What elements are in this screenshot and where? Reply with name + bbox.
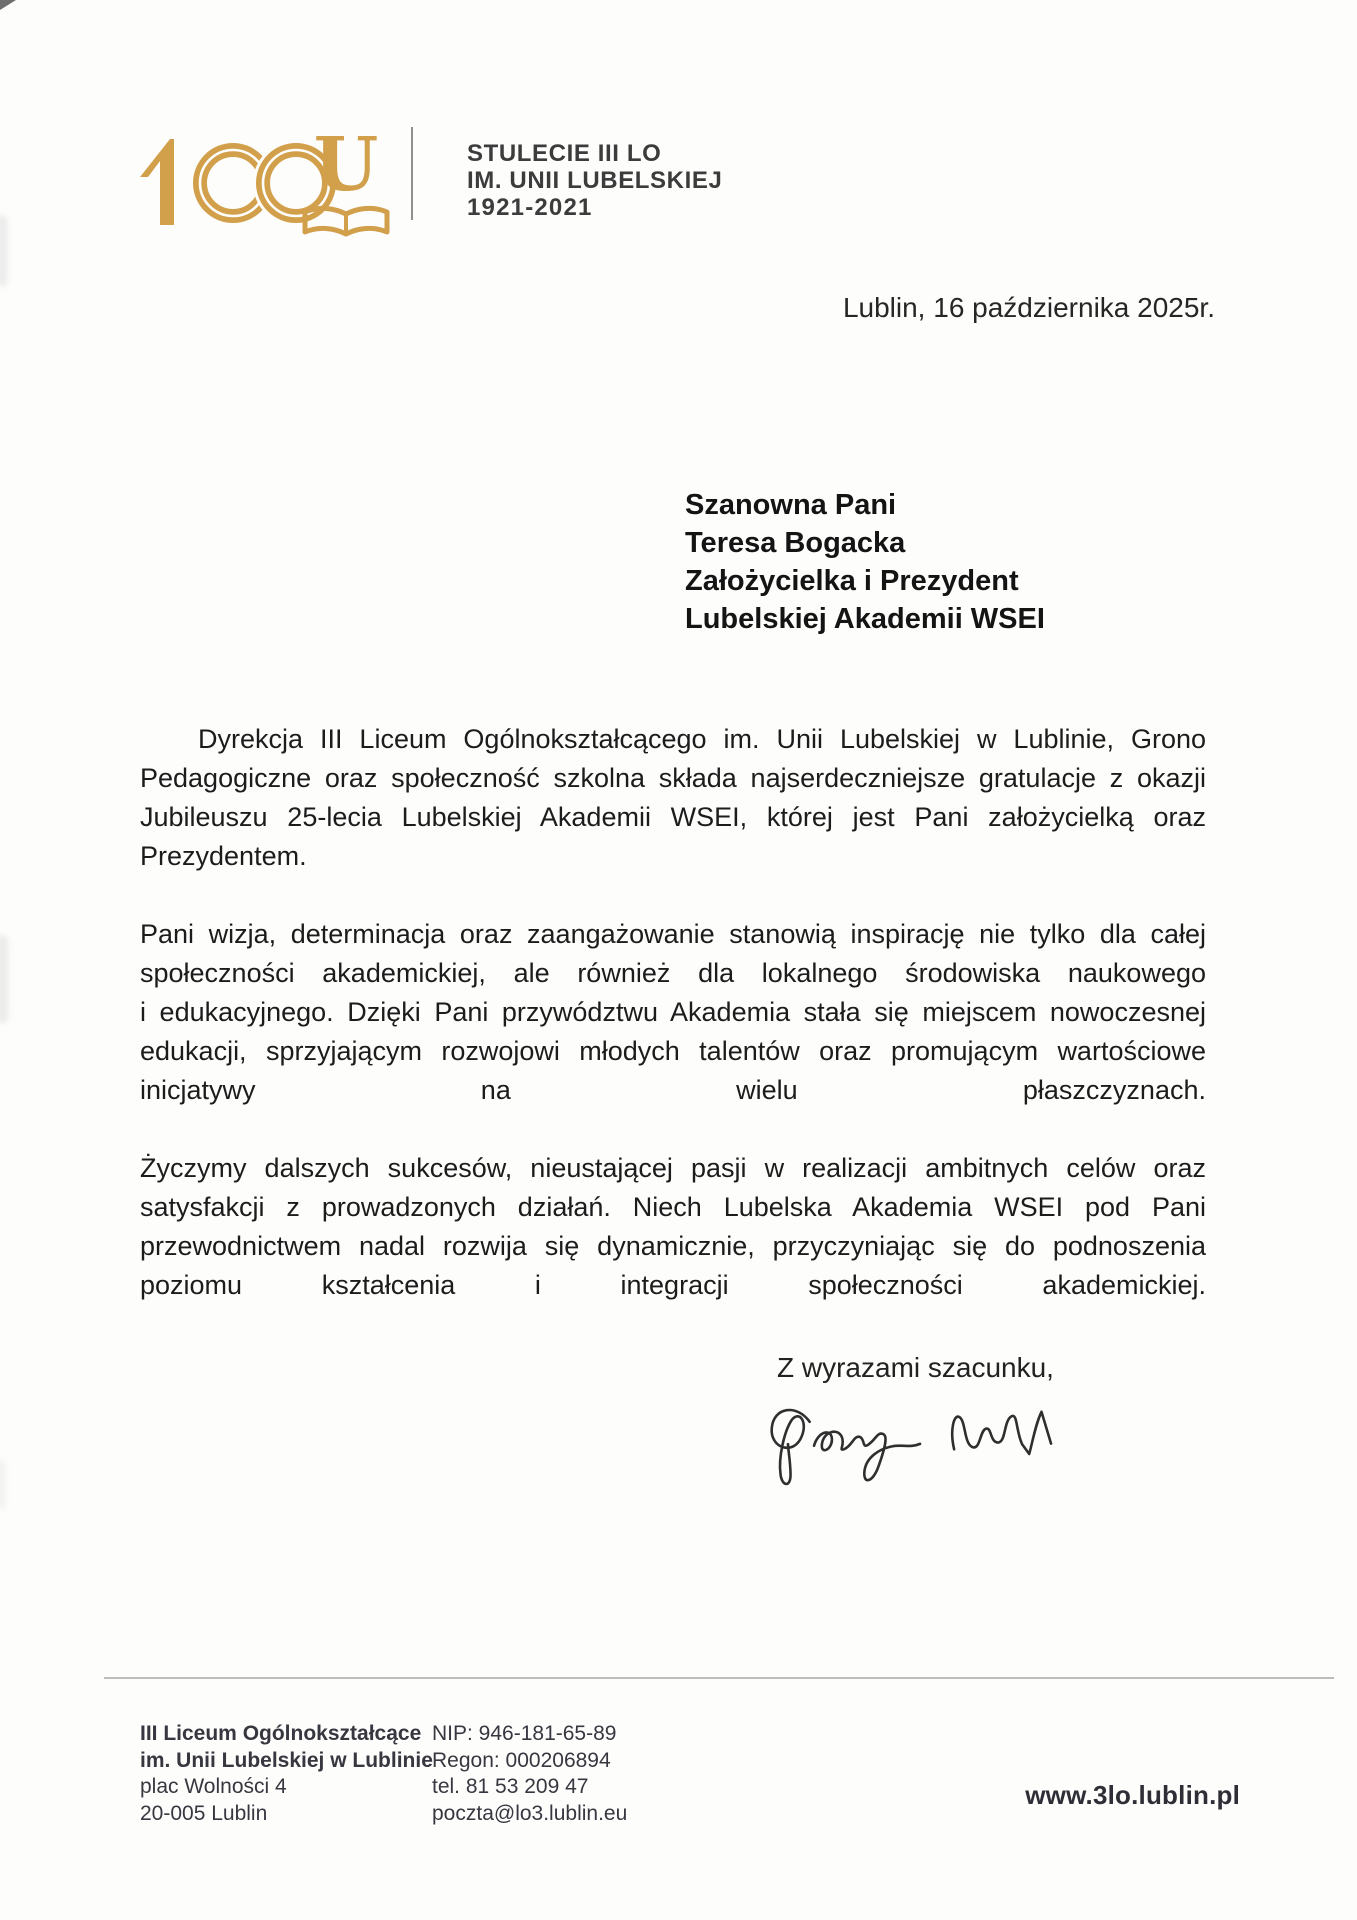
body-line: satysfakcji z prowadzonych działań. Niech Lubelska Akademia WSEI pod Pani [140, 1192, 1206, 1222]
scan-smudge [0, 935, 8, 1023]
paragraph-1 [140, 720, 1206, 876]
logo-divider [411, 127, 413, 220]
logo-letter-u: U [313, 122, 377, 208]
recipient-name: Teresa Bogacka [685, 527, 906, 559]
letterhead-line-2: IM. UNII LUBELSKIEJ [467, 167, 723, 194]
scan-corner-artifact [0, 0, 16, 10]
letterhead-line-1: STULECIE III LO [467, 140, 662, 167]
scan-smudge [0, 1460, 5, 1510]
footer-email: poczta@lo3.lublin.eu [432, 1801, 628, 1825]
body-line: Jubileuszu 25-lecia Lubelskiej Akademii WSEI, której jest Pani założycielką oraz [140, 802, 1206, 832]
scan-smudge [0, 215, 7, 287]
recipient-institution: Lubelskiej Akademii WSEI [685, 603, 1045, 635]
body-line: Życzymy dalszych sukcesów, nieustającej pasji w realizacji ambitnych celów oraz [140, 1153, 1206, 1183]
valediction: Z wyrazami szacunku, [777, 1352, 1054, 1383]
footer-city: 20-005 Lublin [140, 1801, 268, 1825]
footer-school-name-2: im. Unii Lubelskiej w Lublinie [140, 1748, 433, 1772]
body-line: i edukacyjnego. Dzięki Pani przywództwu Akademia stała się miejscem nowoczesnej [140, 997, 1206, 1027]
letter-body [140, 720, 1206, 1344]
body-line: przewodnictwem nadal rozwija się dynamicznie, przyczyniając się do podnoszenia [140, 1231, 1206, 1261]
footer-divider [104, 1677, 1334, 1679]
footer-regon: Regon: 000206894 [432, 1748, 611, 1772]
footer-website: www.3lo.lublin.pl [1025, 1780, 1240, 1810]
body-line: inicjatywy na wielu płaszczyznach. [140, 1075, 1206, 1105]
body-line: Dyrekcja III Liceum Ogólnokształcącego im. Unii Lubelskiej w Lublinie, Grono [198, 724, 1206, 754]
body-line: poziomu kształcenia i integracji społeczności akademickiej. [140, 1270, 1206, 1300]
footer-phone: tel. 81 53 209 47 [432, 1775, 589, 1798]
body-line: społeczności akademickiej, ale również dla lokalnego środowiska naukowego [140, 958, 1206, 988]
footer-contact-block [432, 1721, 627, 1827]
date-line: Lublin, 16 października 2025r. [842, 292, 1215, 323]
footer-school-block [140, 1721, 433, 1827]
body-line: edukacji, sprzyjającym rozwojowi młodych talentów oraz promującym wartościowe [140, 1036, 1206, 1066]
body-line: Prezydentem. [140, 841, 307, 871]
footer-school-name-1: III Liceum Ogólnokształcące [140, 1722, 422, 1745]
letterhead-years: 1921-2021 [467, 194, 593, 221]
recipient-block [685, 486, 1045, 638]
letterhead-title [467, 140, 722, 221]
paragraph-3 [140, 1149, 1206, 1305]
recipient-salutation: Szanowna Pani [685, 489, 897, 521]
open-book-icon [300, 203, 392, 237]
handwritten-signature [757, 1389, 1069, 1494]
body-line: Pedagogiczne oraz społeczność szkolna składa najserdeczniejsze gratulacje z okazji [140, 763, 1206, 793]
paragraph-2 [140, 915, 1206, 1110]
footer-nip: NIP: 946-181-65-89 [432, 1722, 617, 1745]
body-line: Pani wizja, determinacja oraz zaangażowanie stanowią inspirację nie tylko dla całej [140, 919, 1206, 949]
footer-street: plac Wolności 4 [140, 1775, 287, 1798]
recipient-title: Założycielka i Prezydent [685, 565, 1019, 597]
